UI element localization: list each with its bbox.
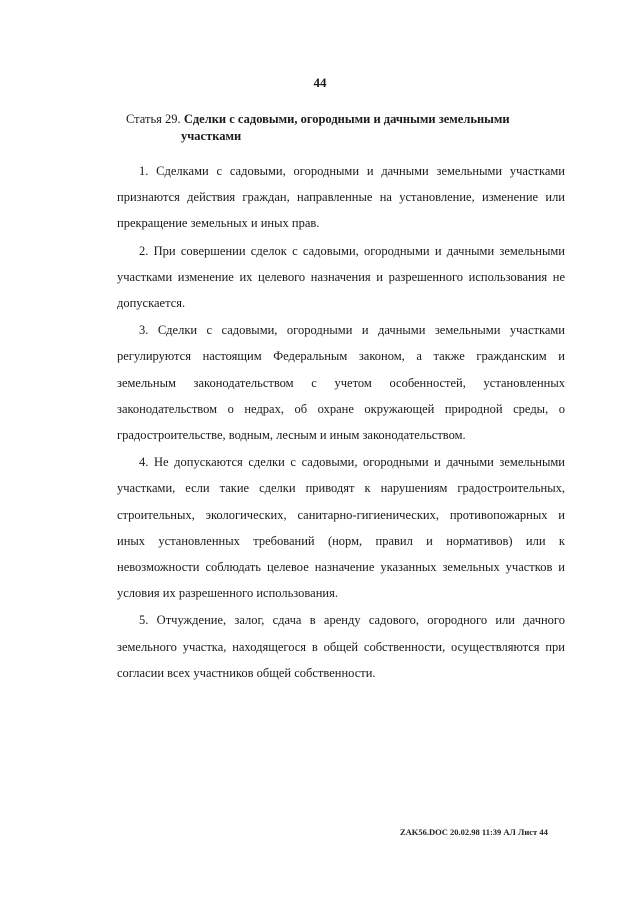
- paragraph-3: 3. Сделки с садовыми, огородными и дачными земельными участками регулируются настоящим Федеральным законом, а также гражданским и земельным законодательством с учетом особенностей, установленных законодательством о недрах, об охране окружающей природной среды, о градостроительстве, водным, лесным и иным законодательством.: [117, 323, 565, 443]
- article-title-continuation: участками: [181, 129, 242, 143]
- article-title: Сделки с садовыми, огородными и дачными земельными: [183, 112, 510, 126]
- page-number: 44: [313, 75, 327, 90]
- article-number: Статья 29.: [126, 112, 181, 126]
- paragraph-2: 2. При совершении сделок с садовыми, огородными и дачными земельными участками изменение их целевого назначения и разрешенного использования не допускается.: [117, 243, 565, 311]
- article-heading: [126, 111, 556, 145]
- paragraph-4: 4. Не допускаются сделки с садовыми, огородными и дачными земельными участками, если такие сделки приводят к нарушениям градостроительных, строительных, экологических, санитарно-гигиенических, противопожарных и иных установленных требований (норм, правил и нормативов) или к невозможности соблюдать целевое назначение указанных земельных участков и условия их разрешенного использования.: [117, 455, 565, 601]
- document-footer: ZAK56.DOC 20.02.98 11:39 АЛ Лист 44: [400, 827, 548, 837]
- paragraph-5: 5. Отчуждение, залог, сдача в аренду садового, огородного или дачного земельного участка, находящегося в общей собственности, осуществляются при согласии всех участников общей собственности.: [117, 613, 565, 680]
- paragraph-1: 1. Сделками с садовыми, огородными и дачными земельными участками признаются действия граждан, направленные на установление, изменение или прекращение земельных и иных прав.: [117, 164, 565, 231]
- article-body: [117, 158, 565, 686]
